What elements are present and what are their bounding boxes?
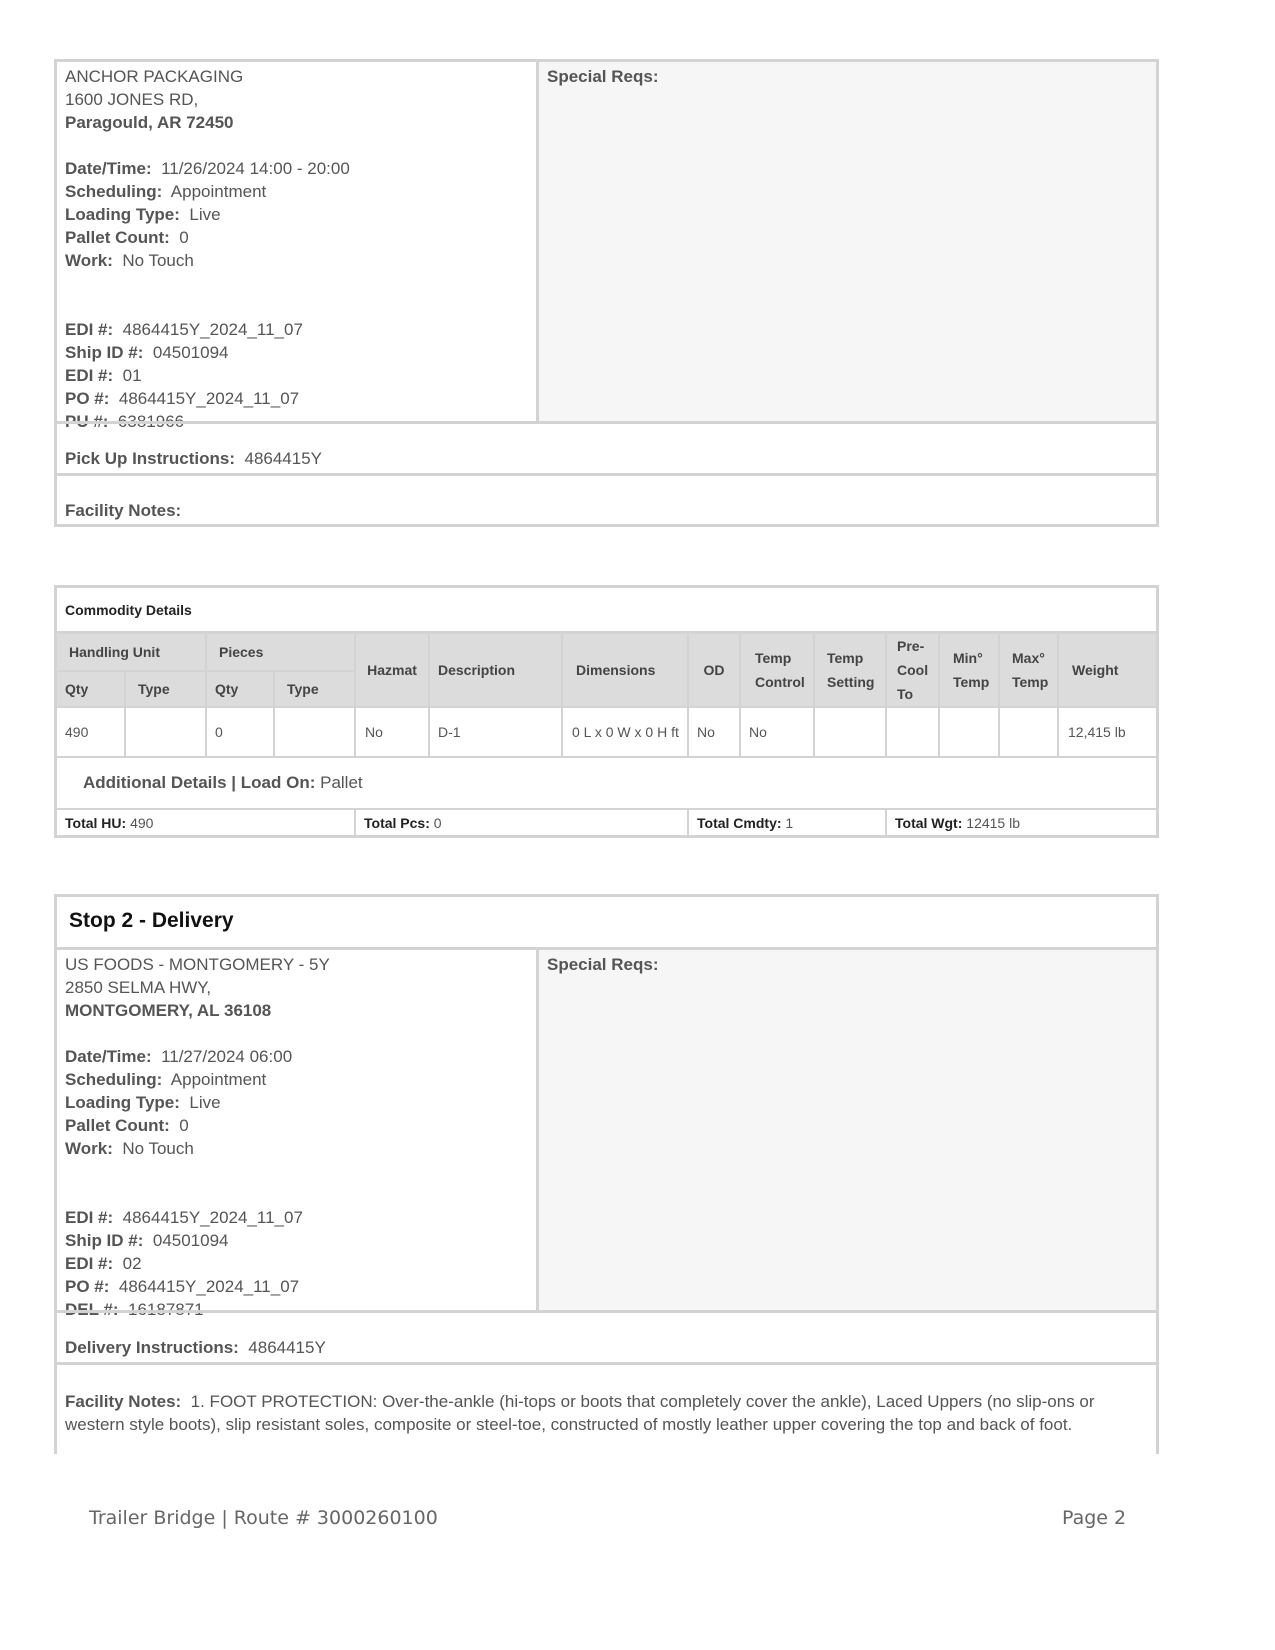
stop1-ref-edi-seq: EDI #: 01: [65, 366, 142, 385]
stop2-ref-ship-id: Ship ID #: 04501094: [65, 1231, 229, 1250]
stop2-heading: Stop 2 - Delivery: [69, 909, 234, 932]
stop1-facility-notes: Facility Notes:: [65, 501, 182, 520]
cell-pc-qty: 0: [207, 708, 273, 756]
header-pc-qty: Qty: [207, 672, 273, 706]
header-dimensions: Dimensions: [563, 634, 687, 706]
stop2-field-pallet-count: Pallet Count: 0: [65, 1116, 189, 1135]
footer-page-number: Page 2: [1062, 1507, 1127, 1529]
stop1-special-reqs: [539, 62, 1156, 424]
stop2-address: 2850 SELMA HWY,: [65, 978, 212, 997]
stop1-ref-po: PO #: 4864415Y_2024_11_07: [65, 389, 300, 408]
stop2-ref-po: PO #: 4864415Y_2024_11_07: [65, 1277, 300, 1296]
commodity-panel: [54, 585, 1159, 838]
total-hu: Total HU: 490: [57, 810, 354, 835]
stop2-ref-edi: EDI #: 4864415Y_2024_11_07: [65, 1208, 303, 1227]
header-handling-unit: Handling Unit: [57, 634, 205, 670]
cell-description: D-1: [430, 708, 561, 756]
stop1-ref-edi: EDI #: 4864415Y_2024_11_07: [65, 320, 303, 339]
header-weight: Weight: [1059, 634, 1156, 706]
cell-temp-control: No: [741, 708, 813, 756]
cell-hu-type: [126, 708, 205, 756]
header-hazmat: Hazmat: [356, 634, 428, 706]
stop1-field-scheduling: Scheduling: Appointment: [65, 182, 267, 201]
stop2-special-reqs-label: Special Reqs:: [547, 955, 659, 974]
header-temp-control: Temp Control: [741, 634, 813, 706]
stop1-address-column: [57, 62, 539, 424]
cell-max-temp: [1000, 708, 1057, 756]
stop1-panel: [54, 59, 1159, 527]
header-temp-setting: Temp Setting: [815, 634, 885, 706]
header-max-temp: Max° Temp: [1000, 634, 1057, 706]
header-od: OD: [689, 634, 739, 706]
cell-od: No: [689, 708, 739, 756]
stop2-ref-edi-seq: EDI #: 02: [65, 1254, 142, 1273]
cell-pc-type: [275, 708, 354, 756]
stop1-pickup-instructions: Pick Up Instructions: 4864415Y: [65, 449, 323, 468]
stop1-field-loading-type: Loading Type: Live: [65, 205, 221, 224]
header-hu-type: Type: [126, 672, 205, 706]
cell-dimensions: 0 L x 0 W x 0 H ft: [563, 708, 687, 756]
cell-weight: 12,415 lb: [1059, 708, 1156, 756]
stop1-special-reqs-label: Special Reqs:: [547, 67, 659, 86]
stop2-special-reqs: [539, 950, 1156, 1312]
stop1-field-work: Work: No Touch: [65, 251, 194, 270]
stop2-panel: [54, 894, 1159, 1454]
header-pc-type: Type: [275, 672, 354, 706]
stop1-field-datetime: Date/Time: 11/26/2024 14:00 - 20:00: [65, 159, 350, 178]
header-min-temp: Min° Temp: [940, 634, 998, 706]
stop1-company: ANCHOR PACKAGING: [65, 67, 244, 86]
stop2-city: MONTGOMERY, AL 36108: [65, 1001, 272, 1020]
stop1-ref-ship-id: Ship ID #: 04501094: [65, 343, 229, 362]
cell-hazmat: No: [356, 708, 428, 756]
cell-pre-cool-to: [887, 708, 938, 756]
header-pieces: Pieces: [207, 634, 354, 670]
stop2-address-column: [57, 950, 539, 1312]
total-wgt: Total Wgt: 12415 lb: [887, 810, 1156, 835]
cell-min-temp: [940, 708, 998, 756]
stop2-field-loading-type: Loading Type: Live: [65, 1093, 221, 1112]
stop2-field-work: Work: No Touch: [65, 1139, 194, 1158]
additional-details: Additional Details | Load On: Pallet: [57, 758, 1156, 808]
stop2-facility-notes: Facility Notes: 1. FOOT PROTECTION: Over-the-ankle (hi-tops or boots that completely cover the ankle), Laced Uppers (no slip-ons or western style boots), slip resistant soles, composite or steel-toe, constructed of mostly leather upper covering the top and back of foot.: [65, 1392, 1095, 1434]
stop1-address: 1600 JONES RD,: [65, 90, 199, 109]
stop2-company: US FOODS - MONTGOMERY - 5Y: [65, 955, 330, 974]
footer-route: Trailer Bridge | Route # 3000260100: [89, 1507, 438, 1529]
cell-temp-setting: [815, 708, 885, 756]
header-hu-qty: Qty: [57, 672, 124, 706]
cell-hu-qty: 490: [57, 708, 124, 756]
commodity-title: Commodity Details: [57, 588, 1156, 631]
stop2-delivery-instructions: Delivery Instructions: 4864415Y: [65, 1338, 326, 1357]
stop2-field-scheduling: Scheduling: Appointment: [65, 1070, 267, 1089]
total-pcs: Total Pcs: 0: [356, 810, 687, 835]
stop1-field-pallet-count: Pallet Count: 0: [65, 228, 189, 247]
header-pre-cool-to: Pre-Cool To: [887, 634, 938, 706]
stop1-city: Paragould, AR 72450: [65, 113, 234, 132]
stop2-field-datetime: Date/Time: 11/27/2024 06:00: [65, 1047, 293, 1066]
total-cmdty: Total Cmdty: 1: [689, 810, 885, 835]
header-description: Description: [430, 634, 561, 706]
